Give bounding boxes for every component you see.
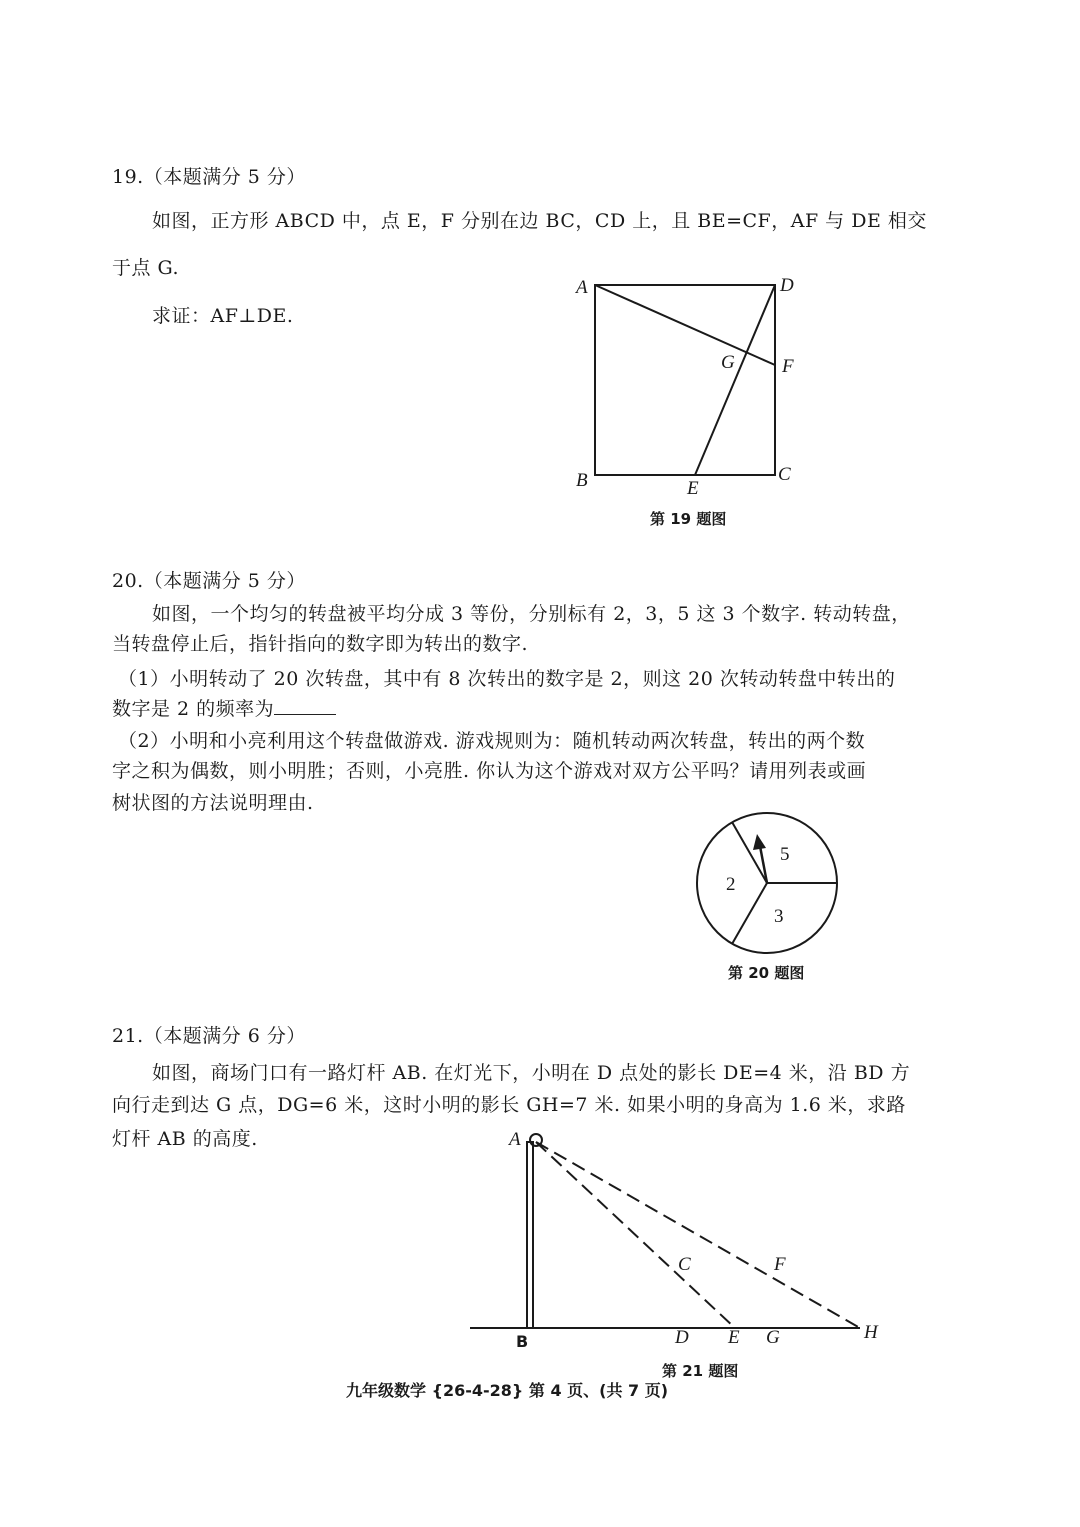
q20-caption: 第 20 题图	[728, 964, 805, 982]
label-f: F	[774, 1254, 786, 1275]
sector-2: 2	[726, 874, 736, 895]
q19-prove: 求证：AF⊥DE.	[152, 305, 294, 327]
label-c: C	[778, 464, 791, 485]
q21-text-1: 如图，商场门口有一路灯杆 AB. 在灯光下，小明在 D 点处的影长 DE=4 米，沿 BD 方	[152, 1062, 911, 1084]
label-a: A	[509, 1129, 521, 1150]
q20-spinner	[697, 813, 837, 953]
q21-text-3: 灯杆 AB 的高度.	[112, 1128, 258, 1150]
q19-text-2: 于点 G.	[112, 257, 180, 279]
q19-caption: 第 19 题图	[650, 510, 727, 528]
q20-text-4-label: 数字是 2 的频率为	[112, 698, 275, 720]
segment-de	[695, 285, 775, 475]
q20-text-4	[112, 694, 336, 721]
q19-figure	[595, 285, 775, 475]
label-b: B	[576, 470, 588, 491]
label-d: D	[780, 275, 794, 296]
label-g: G	[721, 352, 735, 373]
q21-figure	[470, 1134, 860, 1328]
q20-text-1: 如图，一个均匀的转盘被平均分成 3 等份，分别标有 2，3，5 这 3 个数字. 转动转盘，	[152, 603, 911, 625]
label-h: H	[864, 1322, 878, 1343]
label-d: D	[675, 1327, 689, 1348]
segment-af	[595, 285, 775, 365]
q21-caption: 第 21 题图	[662, 1362, 739, 1380]
q20-text-2: 当转盘停止后，指针指向的数字即为转出的数字.	[112, 633, 529, 655]
sector-5: 5	[780, 844, 790, 865]
sector-3: 3	[774, 906, 784, 927]
q21-title: 21.（本题满分 6 分）	[112, 1025, 306, 1047]
q19-title: 19.（本题满分 5 分）	[112, 166, 306, 188]
label-c: C	[678, 1254, 691, 1275]
label-e: E	[728, 1327, 740, 1348]
label-a: A	[576, 277, 588, 298]
square-abcd	[595, 285, 775, 475]
label-g: G	[766, 1327, 780, 1348]
page-footer: 九年级数学 {26-4-28} 第 4 页、(共 7 页)	[346, 1381, 669, 1400]
q20-text-5: （2）小明和小亮利用这个转盘做游戏. 游戏规则为：随机转动两次转盘，转出的两个数	[118, 730, 866, 752]
q20-title: 20.（本题满分 5 分）	[112, 570, 306, 592]
q20-text-6: 字之积为偶数，则小明胜；否则，小亮胜. 你认为这个游戏对双方公平吗？请用列表或画	[112, 760, 867, 782]
label-f: F	[782, 356, 794, 377]
q20-text-3: （1）小明转动了 20 次转盘，其中有 8 次转出的数字是 2，则这 20 次转动转盘中转出的	[118, 668, 896, 690]
q21-text-2: 向行走到达 G 点，DG=6 米，这时小明的影长 GH=7 米. 如果小明的身高为 1.6 米，求路	[112, 1094, 906, 1116]
q20-text-7: 树状图的方法说明理由.	[112, 792, 314, 814]
q19-text-1: 如图，正方形 ABCD 中，点 E，F 分别在边 BC，CD 上，且 BE=CF，AF 与 DE 相交	[152, 210, 927, 232]
label-e: E	[687, 478, 699, 499]
lamp-post	[527, 1142, 533, 1328]
answer-blank[interactable]	[274, 698, 336, 715]
label-b: B	[516, 1332, 529, 1351]
